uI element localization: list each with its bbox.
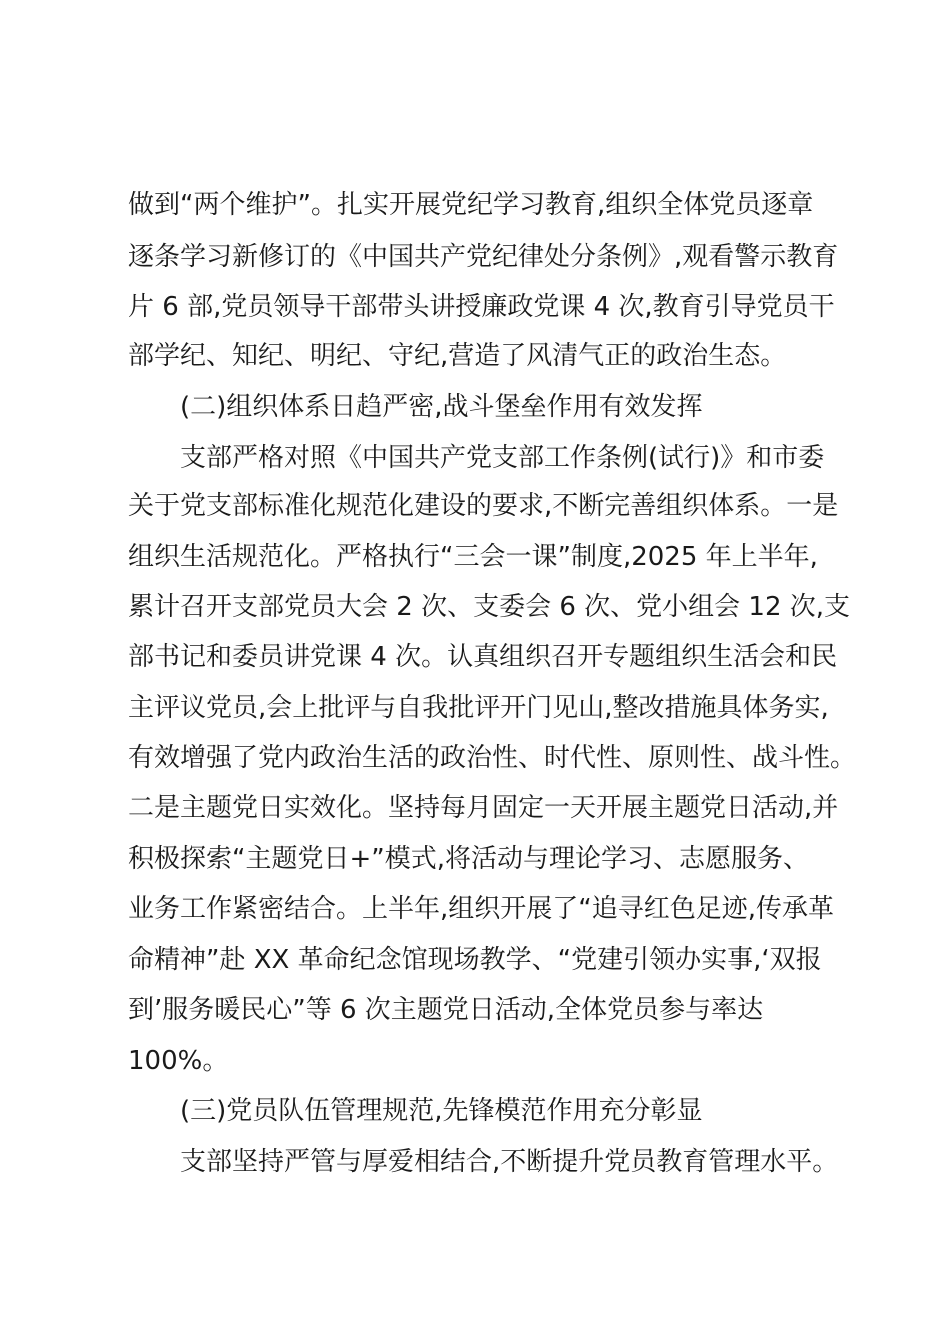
text-line: 业务工作紧密结合。上半年,组织开展了“追寻红色足迹,传承革 xyxy=(128,894,834,924)
section-heading: (三)党员队伍管理规范,先锋模范作用充分彰显 xyxy=(180,1096,703,1126)
text-line: 100%。 xyxy=(128,1046,229,1076)
text-line: 片 6 部,党员领导干部带头讲授廉政党课 4 次,教育引导党员干 xyxy=(128,292,835,322)
text-line: 逐条学习新修订的《中国共产党纪律处分条例》,观看警示教育 xyxy=(128,242,839,272)
text-line: 主评议党员,会上批评与自我批评开门见山,整改措施具体务实, xyxy=(128,693,829,723)
section-heading: (二)组织体系日趋严密,战斗堡垒作用有效发挥 xyxy=(180,392,703,422)
text-line: 有效增强了党内政治生活的政治性、时代性、原则性、战斗性。 xyxy=(128,743,857,773)
text-line: 积极探索“主题党日+”模式,将活动与理论学习、志愿服务、 xyxy=(128,844,809,874)
text-line: 关于党支部标准化规范化建设的要求,不断完善组织体系。一是 xyxy=(128,491,839,521)
text-line: 支部坚持严管与厚爱相结合,不断提升党员教育管理水平。 xyxy=(180,1147,839,1177)
text-line: 命精神”赴 XX 革命纪念馆现场教学、“党建引领办实事,‘双报 xyxy=(128,945,822,975)
text-line: 支部严格对照《中国共产党支部工作条例(试行)》和市委 xyxy=(180,443,825,473)
text-line: 部书记和委员讲党课 4 次。认真组织召开专题组织生活会和民 xyxy=(128,642,838,672)
text-line: 二是主题党日实效化。坚持每月固定一天开展主题党日活动,并 xyxy=(128,793,839,823)
text-line: 累计召开支部党员大会 2 次、支委会 6 次、党小组会 12 次,支 xyxy=(128,592,851,622)
text-line: 组织生活规范化。严格执行“三会一课”制度,2025 年上半年, xyxy=(128,542,818,572)
text-line: 部学纪、知纪、明纪、守纪,营造了风清气正的政治生态。 xyxy=(128,341,787,371)
text-line: 到’服务暖民心”等 6 次主题党日活动,全体党员参与率达 xyxy=(128,995,764,1025)
text-line: 做到“两个维护”。扎实开展党纪学习教育,组织全体党员逐章 xyxy=(128,190,814,220)
